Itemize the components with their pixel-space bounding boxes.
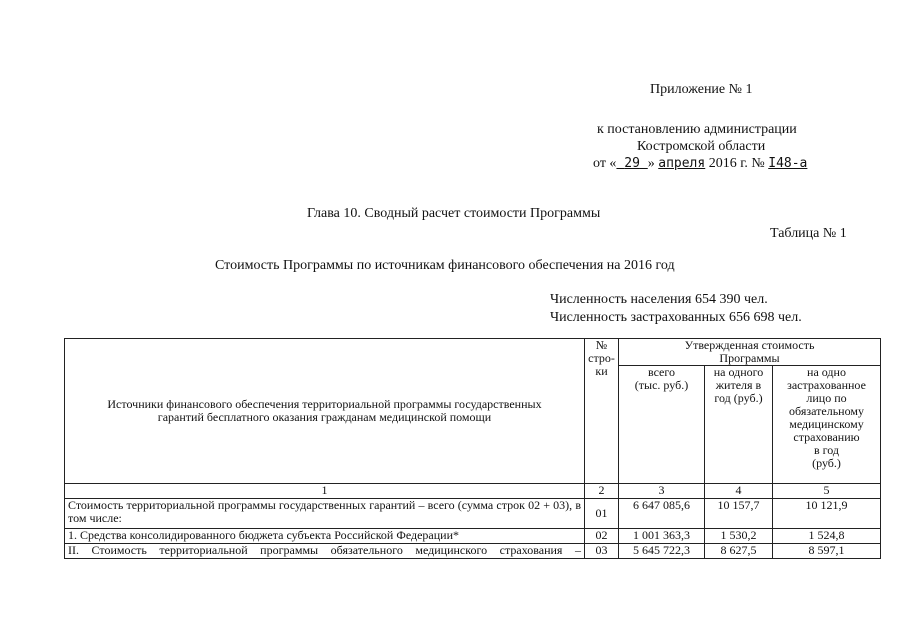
row-total: 6 647 085,6 <box>619 499 705 529</box>
index-row <box>65 484 881 499</box>
date-year-no: 2016 г. № <box>708 156 765 171</box>
row-per-resident: 1 530,2 <box>705 529 773 544</box>
cost-table <box>64 338 881 559</box>
index-cell: 4 <box>705 484 773 499</box>
population-count: Численность населения 654 390 чел. <box>550 292 768 307</box>
date-day: 29 <box>624 156 640 171</box>
header-per-insured: на одно застрахованное лицо по обязательному медицинскому страхованию в год (руб.) <box>773 366 881 484</box>
header-per-resident: на одного жителя в год (руб.) <box>705 366 773 484</box>
index-cell: 1 <box>65 484 585 499</box>
row-number: 03 <box>585 544 619 559</box>
header-source: Источники финансового обеспечения территориальной программы государственных гарантий бесплатного оказания гражданам медицинской помощи <box>65 339 585 484</box>
row-number: 02 <box>585 529 619 544</box>
decree-date-line <box>593 156 807 172</box>
row-per-insured: 10 121,9 <box>773 499 881 529</box>
row-name: Стоимость территориальной программы государственных гарантий – всего (сумма строк 02 + 03), в том числе: <box>65 499 585 529</box>
table-row <box>65 499 881 529</box>
date-mid: » <box>647 156 655 171</box>
row-total: 5 645 722,3 <box>619 544 705 559</box>
header-total: всего (тыс. руб.) <box>619 366 705 484</box>
chapter-title: Глава 10. Сводный расчет стоимости Программы <box>307 206 601 221</box>
appendix-title: Приложение № 1 <box>650 82 753 97</box>
table-title: Стоимость Программы по источникам финансового обеспечения на 2016 год <box>215 258 675 273</box>
index-cell: 5 <box>773 484 881 499</box>
table-row <box>65 529 881 544</box>
row-per-insured: 8 597,1 <box>773 544 881 559</box>
header-row-number: № стро- ки <box>585 339 619 484</box>
table-row <box>65 544 881 559</box>
date-month: апреля <box>658 156 706 171</box>
table-number: Таблица № 1 <box>770 226 847 241</box>
date-prefix: от « <box>593 156 617 171</box>
row-per-resident: 10 157,7 <box>705 499 773 529</box>
decree-line-2: Костромской области <box>637 139 766 154</box>
row-name: 1. Средства консолидированного бюджета субъекта Российской Федерации* <box>65 529 585 544</box>
index-cell: 3 <box>619 484 705 499</box>
doc-number: I48-а <box>768 156 808 171</box>
header-approved-cost: Утвержденная стоимость Программы <box>619 339 881 366</box>
index-cell: 2 <box>585 484 619 499</box>
row-name: II. Стоимость территориальной программы обязательного медицинского страхования – <box>65 544 585 559</box>
row-per-resident: 8 627,5 <box>705 544 773 559</box>
decree-line-1: к постановлению администрации <box>597 122 797 137</box>
row-number: 01 <box>585 499 619 529</box>
row-total: 1 001 363,3 <box>619 529 705 544</box>
insured-count: Численность застрахованных 656 698 чел. <box>550 310 802 325</box>
row-per-insured: 1 524,8 <box>773 529 881 544</box>
